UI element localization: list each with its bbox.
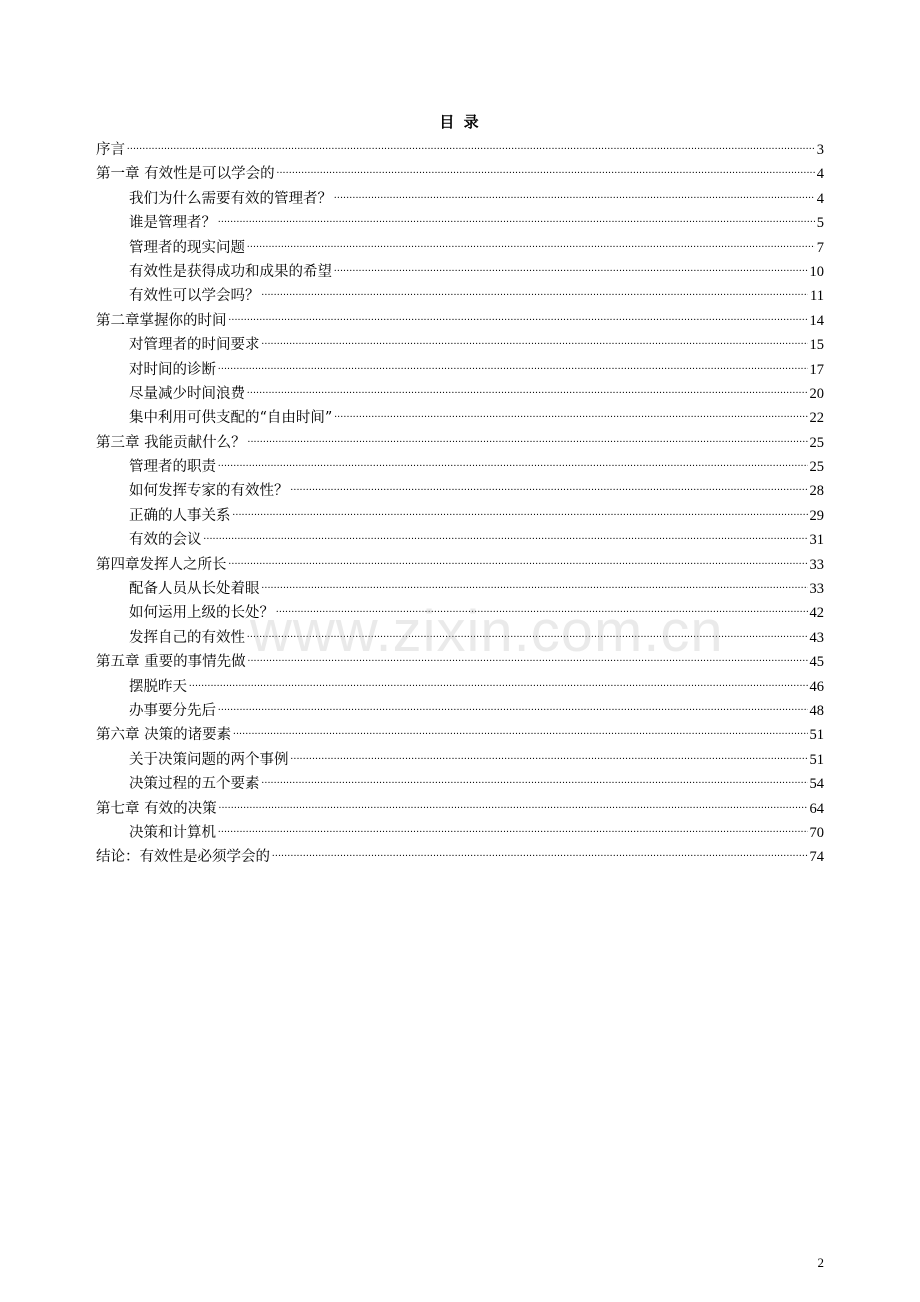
toc-section-entry[interactable] — [96, 234, 824, 258]
toc-entry-page: 25 — [809, 459, 824, 476]
toc-chapter-entry[interactable] — [96, 795, 824, 819]
toc-entry-page: 51 — [809, 727, 824, 744]
toc-dot-leader — [262, 331, 808, 349]
toc-entry-label: 有效性是获得成功和成果的希望 — [129, 263, 332, 280]
toc-dot-leader — [247, 624, 808, 642]
toc-dot-leader — [218, 697, 808, 715]
toc-entry-label: 正确的人事关系 — [129, 507, 231, 524]
toc-entry-page: 46 — [809, 678, 824, 695]
toc-section-entry[interactable] — [96, 356, 824, 380]
toc-section-entry[interactable] — [96, 282, 824, 306]
toc-section-entry[interactable] — [96, 331, 824, 355]
toc-entry-label: 关于决策问题的两个事例 — [129, 751, 289, 768]
toc-entry-page: 45 — [809, 654, 824, 671]
table-of-contents — [96, 136, 824, 868]
toc-section-entry[interactable] — [96, 258, 824, 282]
toc-chapter-entry[interactable] — [96, 429, 824, 453]
toc-entry-page: 48 — [809, 702, 824, 719]
toc-dot-leader — [291, 477, 808, 495]
toc-dot-leader — [127, 136, 815, 154]
toc-dot-leader — [247, 234, 815, 252]
toc-dot-leader — [262, 282, 809, 300]
toc-entry-page: 43 — [809, 629, 824, 646]
toc-entry-label: 对管理者的时间要求 — [129, 337, 260, 354]
toc-entry-label: 第二章掌握你的时间 — [96, 312, 227, 329]
toc-entry-page: 20 — [809, 385, 824, 402]
toc-entry-page: 74 — [809, 849, 824, 866]
toc-entry-page: 11 — [810, 288, 824, 305]
toc-entry-label: 序言 — [96, 142, 125, 158]
toc-chapter-entry[interactable] — [96, 160, 824, 184]
toc-entry-page: 22 — [809, 410, 824, 427]
toc-entry-page: 33 — [809, 556, 824, 573]
toc-dot-leader — [334, 404, 807, 422]
toc-section-entry[interactable] — [96, 575, 824, 599]
toc-entry-page: 7 — [816, 239, 824, 256]
toc-entry-label: 尽量减少时间浪费 — [129, 385, 245, 402]
toc-entry-page: 14 — [809, 312, 824, 329]
toc-dot-leader — [334, 185, 815, 203]
toc-entry-page: 10 — [809, 263, 824, 280]
toc-entry-label: 对时间的诊断 — [129, 361, 216, 378]
toc-entry-label: 有效的会议 — [129, 532, 202, 549]
toc-entry-label: 配备人员从长处着眼 — [129, 581, 260, 598]
toc-chapter-entry[interactable] — [96, 136, 824, 160]
toc-entry-label: 集中利用可供支配的“自由时间” — [129, 410, 333, 427]
toc-dot-leader — [334, 258, 808, 276]
toc-section-entry[interactable] — [96, 185, 824, 209]
toc-dot-leader — [248, 648, 808, 666]
toc-section-entry[interactable] — [96, 819, 824, 843]
toc-entry-label: 第六章 决策的诸要素 — [96, 727, 232, 744]
toc-entry-label: 我们为什么需要有效的管理者？ — [129, 190, 332, 207]
toc-entry-page: 15 — [809, 337, 824, 354]
toc-entry-label: 发挥自己的有效性 — [129, 629, 245, 646]
watermark: www.zixin.com.cn — [250, 599, 724, 664]
toc-entry-page: 28 — [809, 483, 824, 500]
toc-section-entry[interactable] — [96, 624, 824, 648]
toc-section-entry[interactable] — [96, 209, 824, 233]
toc-section-entry[interactable] — [96, 502, 824, 526]
toc-entry-page: 4 — [816, 190, 824, 207]
toc-dot-leader — [272, 843, 808, 861]
toc-entry-label: 第七章 有效的决策 — [96, 800, 217, 817]
toc-entry-label: 谁是管理者？ — [129, 215, 216, 232]
toc-dot-leader — [219, 795, 808, 813]
toc-entry-page: 25 — [809, 434, 824, 451]
toc-entry-label: 办事要分先后 — [129, 702, 216, 719]
toc-dot-leader — [233, 721, 807, 739]
toc-dot-leader — [262, 770, 808, 788]
toc-dot-leader — [189, 673, 808, 691]
toc-entry-label: 决策和计算机 — [129, 824, 216, 841]
toc-section-entry[interactable] — [96, 673, 824, 697]
toc-dot-leader — [218, 453, 808, 471]
toc-entry-page: 29 — [809, 507, 824, 524]
toc-entry-page: 4 — [816, 166, 824, 183]
toc-entry-label: 如何运用上级的长处？ — [129, 605, 274, 622]
toc-dot-leader — [262, 575, 808, 593]
toc-entry-label: 管理者的现实问题 — [129, 239, 245, 256]
toc-title: 目 录 — [439, 113, 481, 131]
toc-section-entry[interactable] — [96, 746, 824, 770]
toc-entry-label: 结论：有效性是必须学会的 — [96, 849, 270, 866]
toc-entry-page: 5 — [816, 215, 824, 232]
toc-dot-leader — [247, 380, 808, 398]
toc-section-entry[interactable] — [96, 599, 824, 623]
toc-chapter-entry[interactable] — [96, 307, 824, 331]
toc-entry-page: 3 — [816, 142, 824, 158]
toc-entry-label: 有效性可以学会吗？ — [129, 288, 260, 305]
toc-dot-leader — [248, 429, 808, 447]
toc-entry-label: 第四章发挥人之所长 — [96, 556, 227, 573]
page-number: 2 — [817, 1255, 824, 1270]
toc-entry-label: 摆脱昨天 — [129, 678, 187, 695]
toc-entry-page: 31 — [809, 532, 824, 549]
toc-dot-leader — [233, 502, 808, 520]
toc-section-entry[interactable] — [96, 697, 824, 721]
toc-entry-page: 54 — [809, 776, 824, 793]
toc-chapter-entry[interactable] — [96, 648, 824, 672]
toc-chapter-entry[interactable] — [96, 721, 824, 745]
toc-dot-leader — [291, 746, 808, 764]
toc-dot-leader — [229, 307, 808, 325]
toc-entry-page: 70 — [809, 824, 824, 841]
toc-entry-page: 64 — [809, 800, 824, 817]
toc-dot-leader — [277, 160, 815, 178]
toc-entry-page: 17 — [809, 361, 824, 378]
toc-dot-leader — [276, 599, 808, 617]
toc-entry-label: 第三章 我能贡献什么？ — [96, 434, 246, 451]
toc-entry-page: 51 — [809, 751, 824, 768]
toc-section-entry[interactable] — [96, 404, 824, 428]
toc-section-entry[interactable] — [96, 477, 824, 501]
toc-chapter-entry[interactable] — [96, 843, 824, 867]
toc-dot-leader — [204, 526, 808, 544]
toc-dot-leader — [218, 356, 808, 374]
toc-entry-page: 33 — [809, 581, 824, 598]
toc-entry-label: 第五章 重要的事情先做 — [96, 654, 246, 671]
toc-chapter-entry[interactable] — [96, 551, 824, 575]
toc-dot-leader — [218, 209, 815, 227]
toc-entry-label: 决策过程的五个要素 — [129, 776, 260, 793]
toc-section-entry[interactable] — [96, 453, 824, 477]
toc-entry-label: 第一章 有效性是可以学会的 — [96, 166, 275, 183]
toc-entry-label: 如何发挥专家的有效性？ — [129, 483, 289, 500]
toc-entry-page: 42 — [809, 605, 824, 622]
toc-entry-label: 管理者的职责 — [129, 459, 216, 476]
toc-dot-leader — [218, 819, 808, 837]
toc-section-entry[interactable] — [96, 770, 824, 794]
toc-section-entry[interactable] — [96, 526, 824, 550]
toc-dot-leader — [229, 551, 808, 569]
toc-section-entry[interactable] — [96, 380, 824, 404]
